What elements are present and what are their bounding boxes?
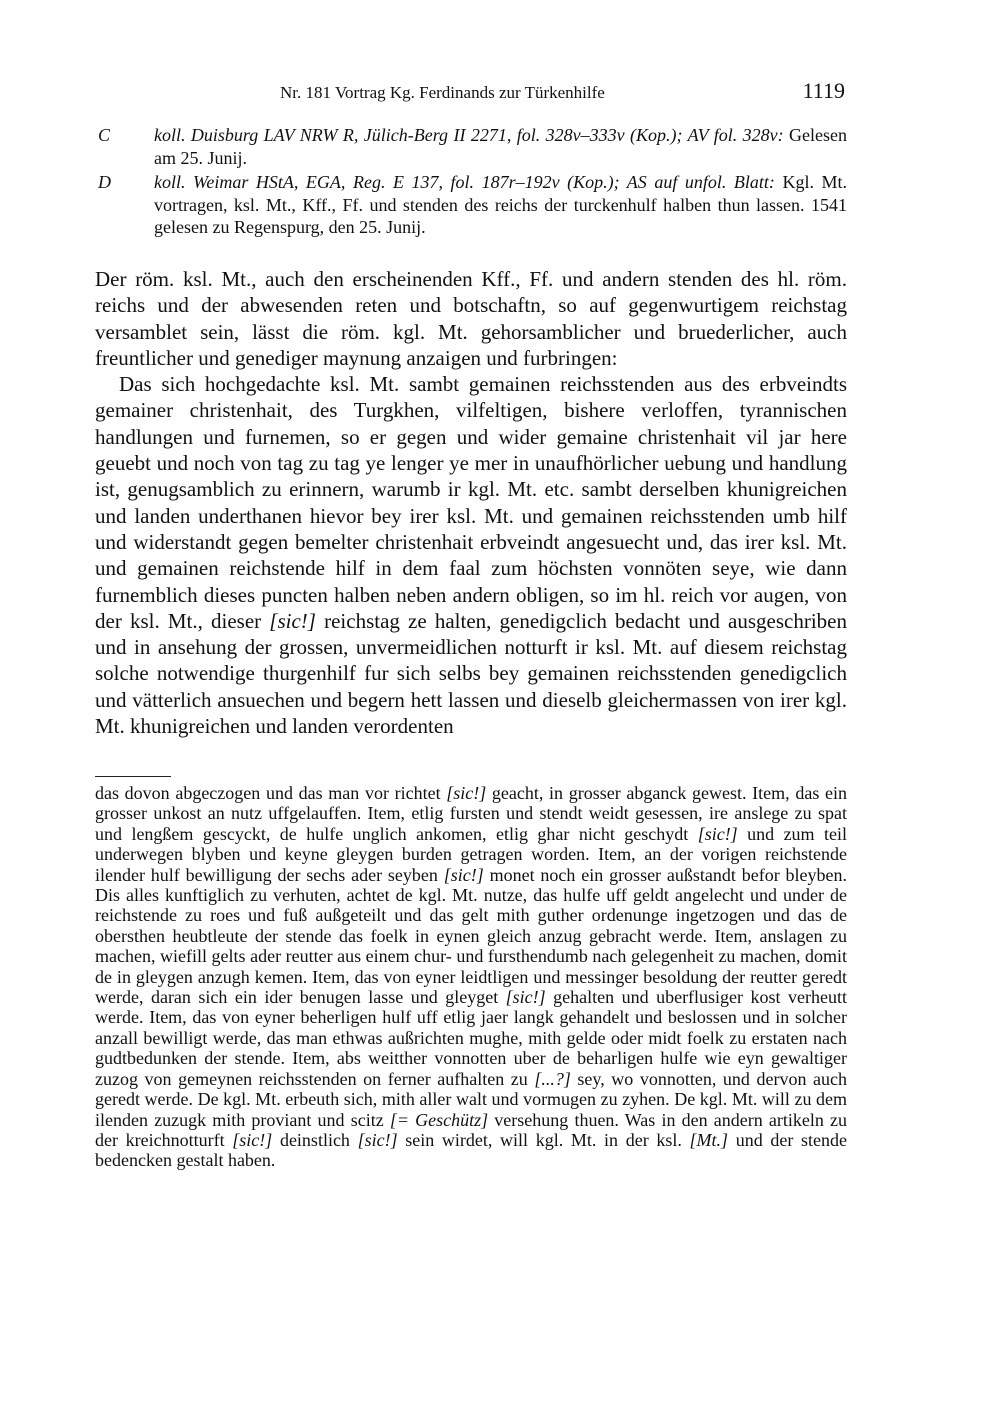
editorial-note: [= Geschütz] [389,1109,489,1130]
footnote-segment: sey, wo vonnotten, und dervon auch geredt werde. De kgl. Mt. erbeuth sich, mith aller walt und vormugen zu zyhen. De kgl. Mt. will zu dem ilenden zuzugk mith proviant und scitz [95,1068,847,1130]
page-number: 1119 [802,78,845,103]
source-siglum: D [98,172,111,192]
editorial-note: [sic!] [697,823,738,844]
main-text-segment: reichstag ze halten, genedigclich bedacht und ausgeschriben und in ansehung der grossen, unvermeidlichen notturft ir ksl. Mt. auf diesem reichstag solche notwendige thurgenhilf fur sich selbs bey gemainen reichsstenden genedigclich und vätterlich ansuechen und begern hett lassen und dieselb gleichermassen von irer kgl. Mt. khunigreichen und landen verordenten [95,608,847,739]
source-note: Gelesen am 25. Junij. [154,125,847,168]
footnote-segment: deinstlich [272,1129,358,1150]
footnote-divider [95,776,171,777]
source-siglum: C [98,125,111,145]
editorial-note: [Mt.] [689,1129,729,1150]
main-paragraph-2 [95,371,847,739]
source-entry-d [97,171,847,239]
source-apparatus [97,124,847,241]
footnote-text [95,783,847,1171]
main-text-segment: Das sich hochgedachte ksl. Mt. sambt gemainen reichsstenden aus des erbveindts gemainer christenhait, des Turgkhen, vilfeltigen, bishere verloffen, tyrannischen handlungen und furnemen, so er gegen und wider gemaine christenhait vil jar here geuebt und noch von tag zu tag ye lenger ye mer in unaufhörlicher uebung und handlung ist, genugsamblich zu erinnern, warumb ir kgl. Mt. etc. sambt derselben khunigreichen und landen underthanen hievor bey irer ksl. Mt. und gemainen reichsstenden umb hilf und widerstandt gegen bemelter christenhait erbveindt angesuecht und, das irer ksl. Mt. und gemainen reichstende hilf in dem faal zum höchsten vonnöten seye, wie dann furnemblich dieses puncten halben neben andern obligen, so im hl. reich vor augen, von der ksl. Mt., dieser [95,372,847,633]
source-reference: koll. Duisburg LAV NRW R, Jülich-Berg II 2271, fol. 328v–333v (Kop.); AV fol. 328v: [154,125,784,145]
editorial-note: [sic!] [232,1129,273,1150]
source-reference: koll. Weimar HStA, EGA, Reg. E 137, fol. 187r–192v (Kop.); AS auf unfol. Blatt: [154,172,775,192]
footnote-segment: und zum teil underwegen blyben und keyne gleygen burden getragen worden. Item, an der vorigen reichstende ilender hulf bewilligung der sechs ader seyben [95,823,847,885]
footnote-segment: geacht, in grosser abganck gewest. Item, das ein grosser unkost an nutz uffgelauffen. Item, etlig fursten und stendt weidt gesessen, ire anslege zu spat und lengßem gescyckt, de hulfe unglich ankomen, etlig ghar nicht geschydt [95,783,847,844]
editorial-note: [sic!] [505,987,546,1008]
footnote-segment: das dovon abgeczogen und das man vor richtet [95,783,447,803]
editorial-note: [sic!] [446,783,487,803]
editorial-note: [...?] [534,1068,571,1089]
source-note: Kgl. Mt. vortragen, ksl. Mt., Kff., Ff. und stenden des reichs der turckenhulf halben thun lassen. 1541 gelesen zu Regenspurg, den 25. Junij. [154,172,847,237]
footnote-segment: monet noch ein grosser außstandt befor bleyben. Dis alles kunftiglich zu verhuten, achtet de kgl. Mt. nutze, das hulfe uff geldt angelecht und under de reichstende zu roes und fuß außgeteilt und das gelt mith guther ordenunge ingetzogen und das de obersthen heubtleute der stende das foelk in eynen gleich anzug gebracht werde. Item, anslagen zu machen, wiefill gelts ader reutter aus einem chur- und fursthendumb nach gelegenheit zu machen, domit de in gleygen anzugh kemen. Item, das von eyner leidtligen und messinger besoldung der reutter geredt werde, daran sich ein ider benugen lasse und gleyget [95,864,848,1008]
footnote-segment: gehalten und uberflusiger kost verheutt werde. Item, das von eyner beherligen hulf uff etlig jaer langk gehandelt und beslossen und in solcher anzall bewilligt werde, das man ethwas außrichten mughe, mith gelde oder midt foelk zu erstaten nach gudtbedunken der stende. Item, abs weitther vonnotten uber de beharligen hulfe wie eyn gewaltiger zuzog von gemeynen reichsstenden on ferner aufhalten zu [95,987,847,1089]
running-title: Nr. 181 Vortrag Kg. Ferdinands zur Türkenhilfe [280,83,605,102]
footnote-segment: sein wirdet, will kgl. Mt. in der ksl. [397,1129,690,1150]
source-text [154,124,847,169]
source-text [154,171,847,239]
main-paragraph-1: Der röm. ksl. Mt., auch den erscheinenden Kff., Ff. und andern stenden des hl. röm. reichs und der abwesenden reten und botschaftn, so auf gegenwurtigem reichstag versamblet sein, lässt die röm. kgl. Mt. gehorsamblicher und bruederlicher, auch freuntlicher und genediger maynung anzaigen und furbringen: [95,267,847,370]
footnote-segment: versehung thuen. Was in den andern artikeln zu der kreichnotturft [95,1109,847,1150]
source-entry-c [97,124,847,169]
footnote-segment: und der stende bedencken gestalt haben. [95,1129,847,1171]
main-text [95,266,847,739]
editorial-note: [sic!] [357,1129,398,1150]
editorial-sic: [sic!] [269,608,316,633]
editorial-note: [sic!] [443,864,484,885]
